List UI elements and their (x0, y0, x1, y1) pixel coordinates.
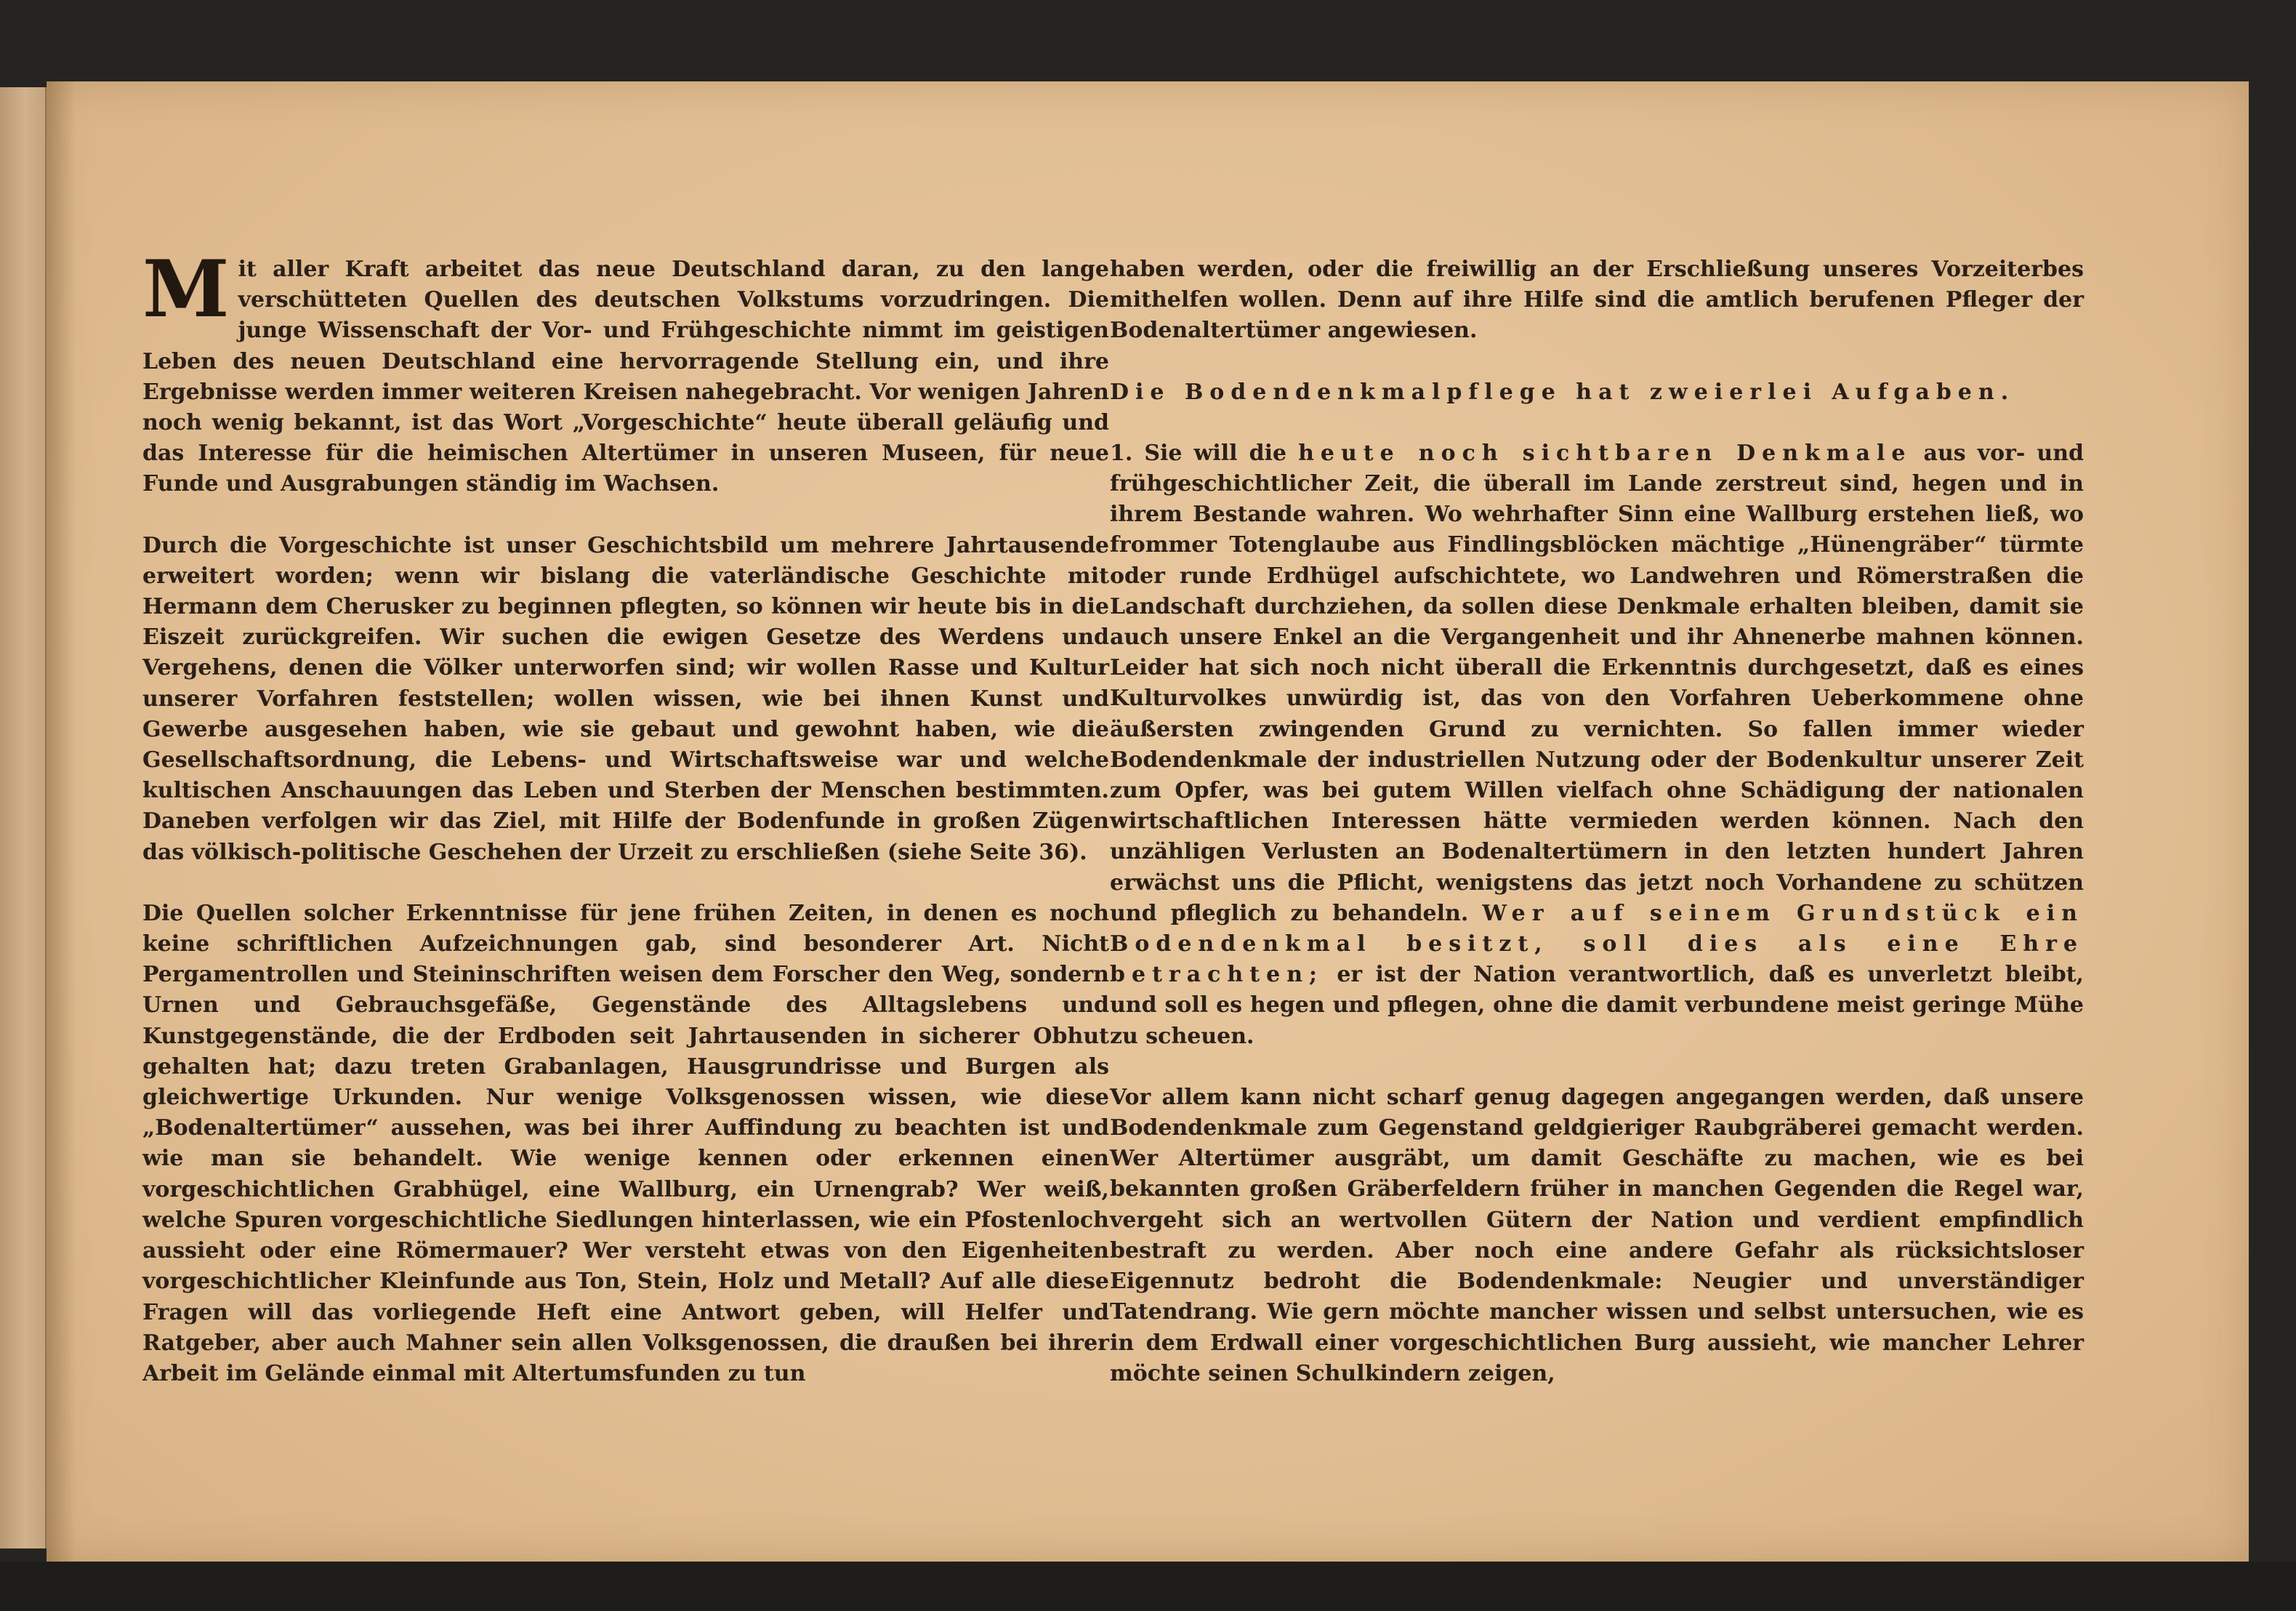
task-one-emphasis: heute noch sichtbaren Denkmale (1298, 440, 1912, 466)
task-one-closing: er ist der Nation verantwortlich, daß es unverletzt bleibt, und soll es hegen und pflegen, ohne die damit verbundene meist geringe Mühe zu scheuen. (1110, 962, 2084, 1049)
looting-paragraph: Vor allem kann nicht scharf genug dagegen angegangen werden, daß unsere Bodendenkmale zum Gegenstand geldgieriger Raubgräberei gemacht werden. Wer Altertümer ausgräbt, um damit Geschäfte zu machen, wie es bei bekannten großen Gräberfeldern früher in manchen Gegenden die Regel war, vergeht sich an wertvollen Gütern der Nation und verdient empfindlich bestraft zu werden. Aber noch eine andere Gefahr als rücksichtsloser Eigennutz bedroht die Bodendenkmale: Neugier und unverständiger Tatendrang. Wie gern möchte mancher wissen und selbst untersuchen, wie es in dem Erdwall einer vorgeschichtlichen Burg aussieht, wie mancher Lehrer möchte seinen Schulkindern zeigen, (1110, 1084, 2084, 1386)
task-one-lead: 1. Sie will die (1110, 440, 1299, 466)
continuation-paragraph: haben werden, oder die freiwillig an der Erschließung unseres Vorzeiterbes mithelfen wollen. Denn auf ihre Hilfe sind die amtlich berufenen Pfleger der Bodenaltertümer angewiesen. (1110, 257, 2084, 344)
right-column (1110, 254, 2084, 1420)
landowner-emphasis: Wer auf seinem Grundstück ein Bodendenkmal besitzt, soll dies als eine Ehre betrachten; (1110, 900, 2084, 988)
booklet-page (47, 81, 2249, 1562)
intro-paragraph-text: it aller Kraft arbeitet das neue Deutschland daran, zu den lange verschütteten Quellen des deutschen Volkstums vorzudringen. Die junge Wissenschaft der Vor- und Frühgeschichte nimmt im geistigen Leben des neuen Deutschland eine hervorragende Stellung ein, und ihre Ergebnisse werden immer weiteren Kreisen nahegebracht. Vor wenigen Jahren noch wenig bekannt, ist das Wort „Vorgeschichte“ heute überall geläufig und das Interesse für die heimischen Altertümer in unseren Museen, für neue Funde und Ausgrabungen ständig im Wachsen. (142, 257, 1109, 497)
previous-page-edge (0, 87, 47, 1548)
intro-paragraph (142, 244, 1109, 500)
scan-bottom-edge (0, 1562, 2296, 1611)
task-one-body: aus vor- und frühgeschichtlicher Zeit, die überall im Lande zerstreut sind, hegen und in ihrem Bestande wahren. Wo wehrhafter Sinn eine Wallburg erstehen ließ, wo frommer Totenglaube aus Findlingsblöcken mächtige „Hünengräber“ türmte oder runde Erdhügel aufschichtete, wo Landwehren und Römerstraßen die Landschaft durchziehen, da sollen diese Denkmale erhalten bleiben, damit sie auch unsere Enkel an die Vergangenheit und ihr Ahnenerbe mahnen können. Leider hat sich noch nicht überall die Erkenntnis durchgesetzt, daß es eines Kulturvolkes unwürdig ist, das von den Vorfahren Ueberkommene ohne äußersten zwingenden Grund zu vernichten. So fallen immer wieder Bodendenkmale der industriellen Nutzung oder der Bodenkultur unserer Zeit zum Opfer, was bei gutem Willen vielfach ohne Schädigung der nationalen wirtschaftlichen Interessen hätte vermieden werden können. Nach den unzähligen Verlusten an Bodenaltertümern in den letzten hundert Jahren erwächst uns die Pflicht, wenigstens das jetzt noch Vorhandene zu schützen und pfleglich zu behandeln. (1110, 440, 2084, 926)
tasks-heading: Die Bodendenkmalpflege hat zweierlei Aufgaben. (1110, 379, 2015, 405)
sources-paragraph: Die Quellen solcher Erkenntnisse für jene frühen Zeiten, in denen es noch keine schriftlichen Aufzeichnungen gab, sind besonderer Art. Nicht Pergamentrollen und Steininschriften weisen dem Forscher den Weg, sondern Urnen und Gebrauchsgefäße, Gegenstände des Alltagslebens und Kunstgegenstände, die der Erdboden seit Jahrtausenden in sicherer Obhut gehalten hat; dazu treten Grabanlagen, Hausgrundrisse und Burgen als gleichwertige Urkunden. Nur wenige Volksgenossen wissen, wie diese „Bodenaltertümer“ aussehen, was bei ihrer Auffindung zu beachten ist und wie man sie behandelt. Wie wenige kennen oder erkennen einen vorgeschichtlichen Grabhügel, eine Wallburg, ein Urnengrab? Wer weiß, welche Spuren vorgeschichtliche Siedlungen hinterlassen, wie ein Pfostenloch aussieht oder eine Römermauer? Wer versteht etwas von den Eigenheiten vorgeschichtlicher Kleinfunde aus Ton, Stein, Holz und Metall? Auf alle diese Fragen will das vorliegende Heft eine Antwort geben, will Helfer und Ratgeber, aber auch Mahner sein allen Volksgenossen, die draußen bei ihrer Arbeit im Gelände einmal mit Altertumsfunden zu tun (142, 900, 1109, 1386)
prehistory-paragraph: Durch die Vorgeschichte ist unser Geschichtsbild um mehrere Jahrtausende erweitert worden; wenn wir bislang die vaterländische Geschichte mit Hermann dem Cherusker zu beginnen pflegten, so können wir heute bis in die Eiszeit zurückgreifen. Wir suchen die ewigen Gesetze des Werdens und Vergehens, denen die Völker unterworfen sind; wir wollen Rasse und Kultur unserer Vorfahren feststellen; wollen wissen, wie bei ihnen Kunst und Gewerbe ausgesehen haben, wie sie gebaut und gewohnt haben, wie die Gesellschaftsordnung, die Lebens- und Wirtschaftsweise war und welche kultischen Anschauungen das Leben und Sterben der Menschen bestimmten. Daneben verfolgen wir das Ziel, mit Hilfe der Bodenfunde in großen Zügen das völkisch-politische Geschehen der Urzeit zu erschließen (siehe Seite 36). (142, 532, 1109, 865)
drop-cap: M (142, 244, 230, 335)
task-one-paragraph (1110, 438, 2084, 1052)
left-column (142, 244, 1109, 1420)
